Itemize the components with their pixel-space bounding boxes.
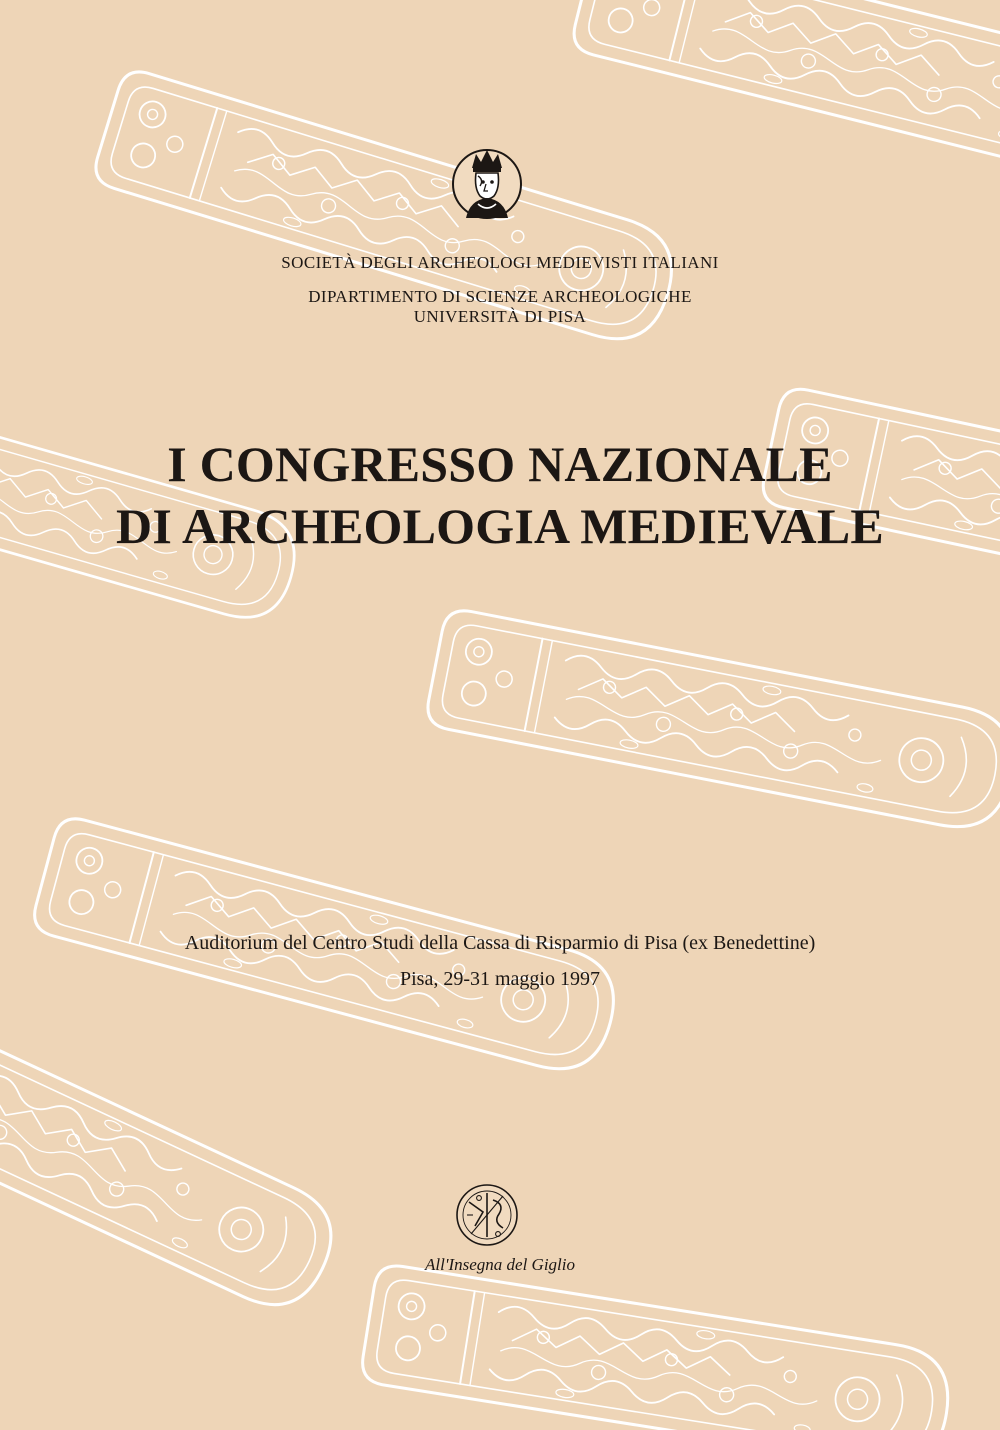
crowned-king-emblem-icon [450,142,524,226]
institution-line-2: DIPARTIMENTO DI SCIENZE ARCHEOLOGICHE [308,287,692,306]
event-place-dates: Pisa, 29-31 maggio 1997 [400,968,600,990]
institution-line-3: UNIVERSITÀ DI PISA [413,307,587,326]
institution-line-1: SOCIETÀ DEGLI ARCHEOLOGI MEDIEVISTI ITALIANI [281,253,719,272]
publisher-seal-icon [453,1182,521,1248]
publisher-name: All'Insegna del Giglio [424,1255,575,1274]
page-title-line-1: I CONGRESSO NAZIONALE [167,436,833,492]
event-venue: Auditorium del Centro Studi della Cassa di Risparmio di Pisa (ex Benedettine) [184,932,816,954]
page-title-line-2: DI ARCHEOLOGIA MEDIEVALE [116,498,884,554]
